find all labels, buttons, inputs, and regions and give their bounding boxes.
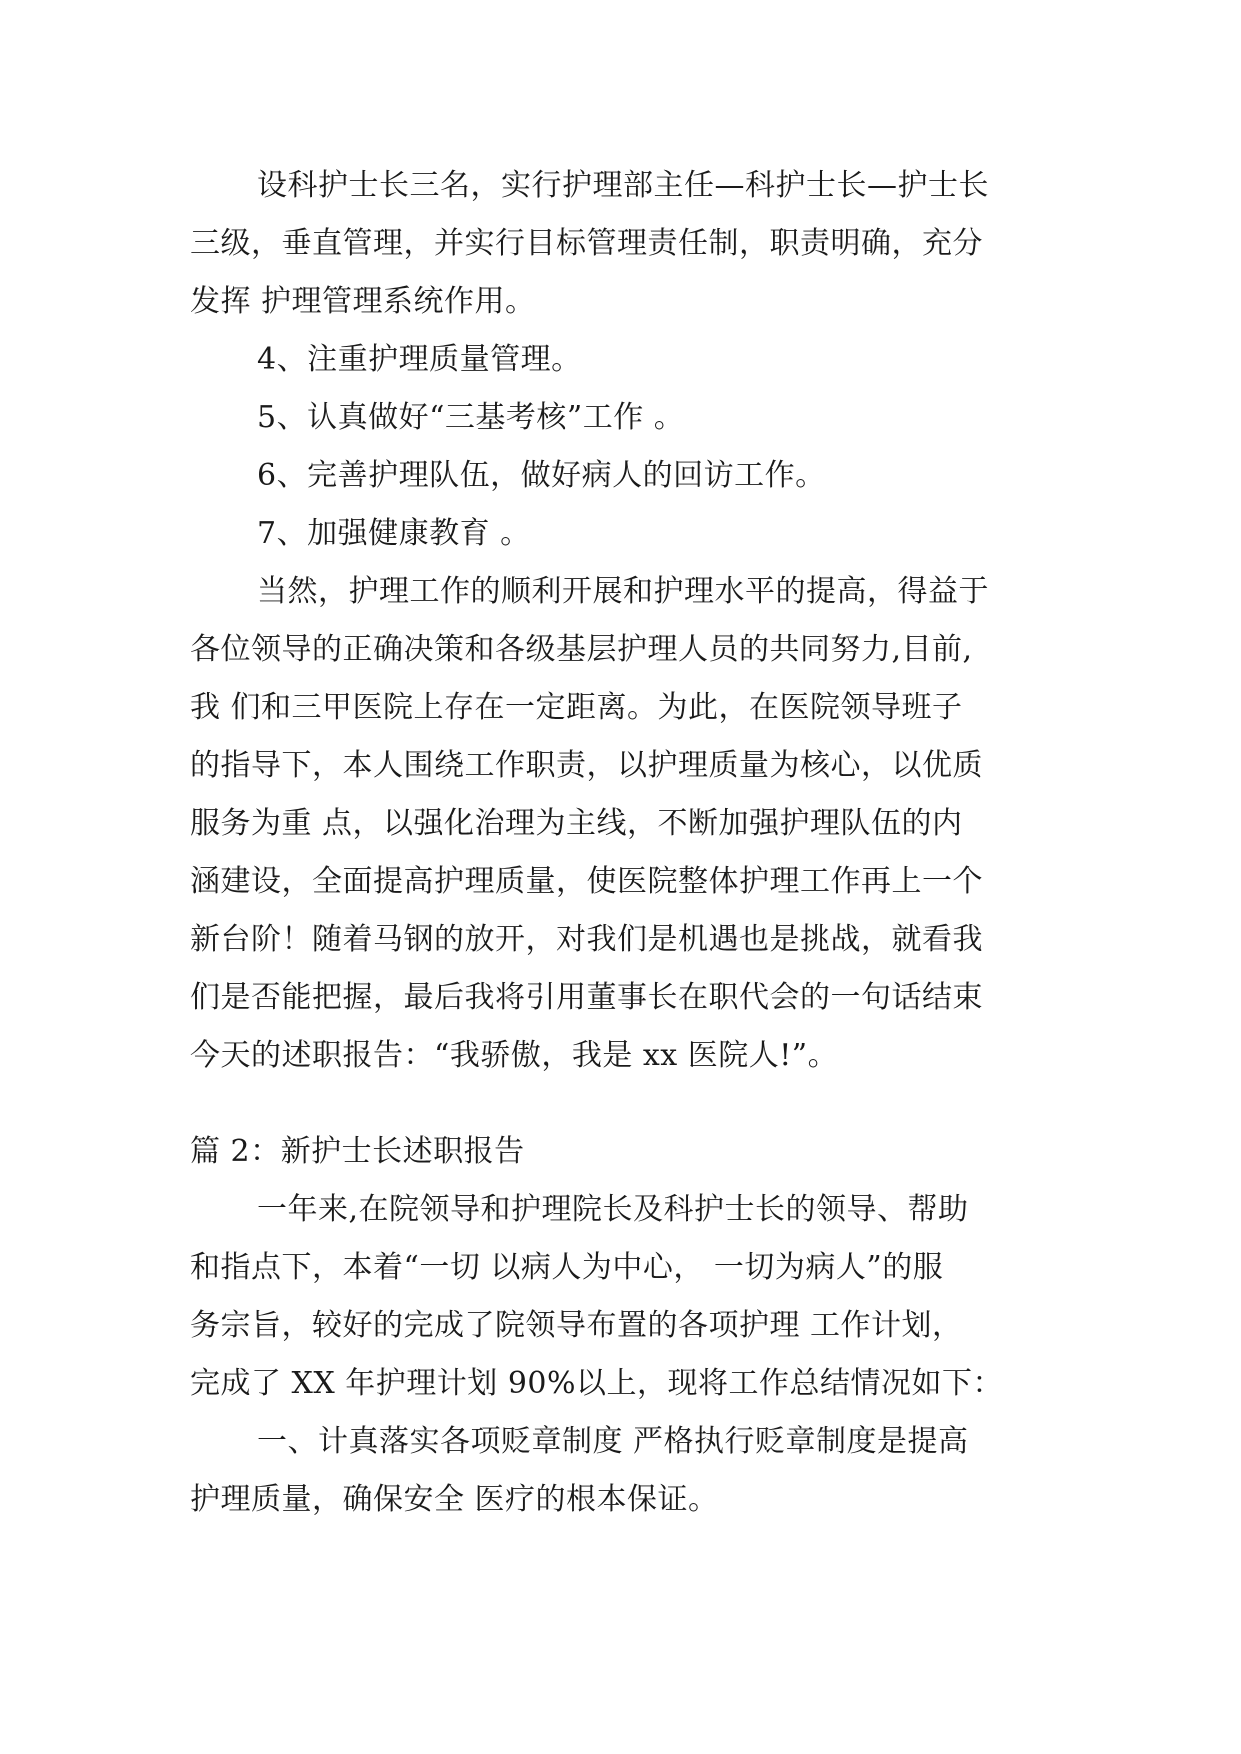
paragraph-line: 新台阶！随着马钢的放开，对我们是机遇也是挑战，就看我	[190, 922, 983, 957]
paragraph-line: 和指点下，本着“一切 以病人为中心， 一切为病人”的服	[190, 1250, 944, 1285]
paragraph-line: 完成了 XX 年护理计划 90%以上，现将工作总结情况如下：	[190, 1366, 1004, 1401]
paragraph-line: 务宗旨，较好的完成了院领导布置的各项护理 工作计划，	[190, 1308, 963, 1343]
paragraph-line: 服务为重 点，以强化治理为主线，不断加强护理队伍的内	[190, 806, 963, 841]
paragraph-line: 们是否能把握，最后我将引用董事长在职代会的一句话结束	[190, 980, 983, 1015]
paragraph-line: 一年来,在院领导和护理院长及科护士长的领导、帮助	[257, 1192, 969, 1227]
paragraph-line: 各位领导的正确决策和各级基层护理人员的共同努力,目前,	[190, 632, 973, 667]
paragraph-line: 一、计真落实各项贬章制度 严格执行贬章制度是提高	[257, 1424, 969, 1459]
paragraph-line: 护理质量，确保安全 医疗的根本保证。	[190, 1482, 719, 1517]
paragraph-line: 涵建设，全面提高护理质量，使医院整体护理工作再上一个	[190, 864, 983, 899]
section-heading: 篇 2：新护士长述职报告	[190, 1134, 525, 1169]
paragraph-line: 我 们和三甲医院上存在一定距离。为此，在医院领导班子	[190, 690, 963, 725]
list-item: 7、加强健康教育 。	[257, 516, 531, 551]
paragraph-line: 的指导下，本人围绕工作职责，以护理质量为核心，以优质	[190, 748, 983, 783]
list-item: 4、注重护理质量管理。	[257, 342, 582, 377]
list-item: 6、完善护理队伍，做好病人的回访工作。	[257, 458, 826, 493]
paragraph-line: 发挥 护理管理系统作用。	[190, 284, 536, 319]
paragraph-line: 当然，护理工作的顺利开展和护理水平的提高，得益于	[257, 574, 989, 609]
paragraph-line: 设科护士长三名，实行护理部主任—科护士长—护士长	[257, 168, 989, 203]
paragraph-line: 今天的述职报告：“我骄傲，我是 xx 医院人!”。	[190, 1038, 839, 1073]
paragraph-line: 三级，垂直管理，并实行目标管理责任制，职责明确，充分	[190, 226, 983, 261]
list-item: 5、认真做好“三基考核”工作 。	[257, 400, 685, 435]
